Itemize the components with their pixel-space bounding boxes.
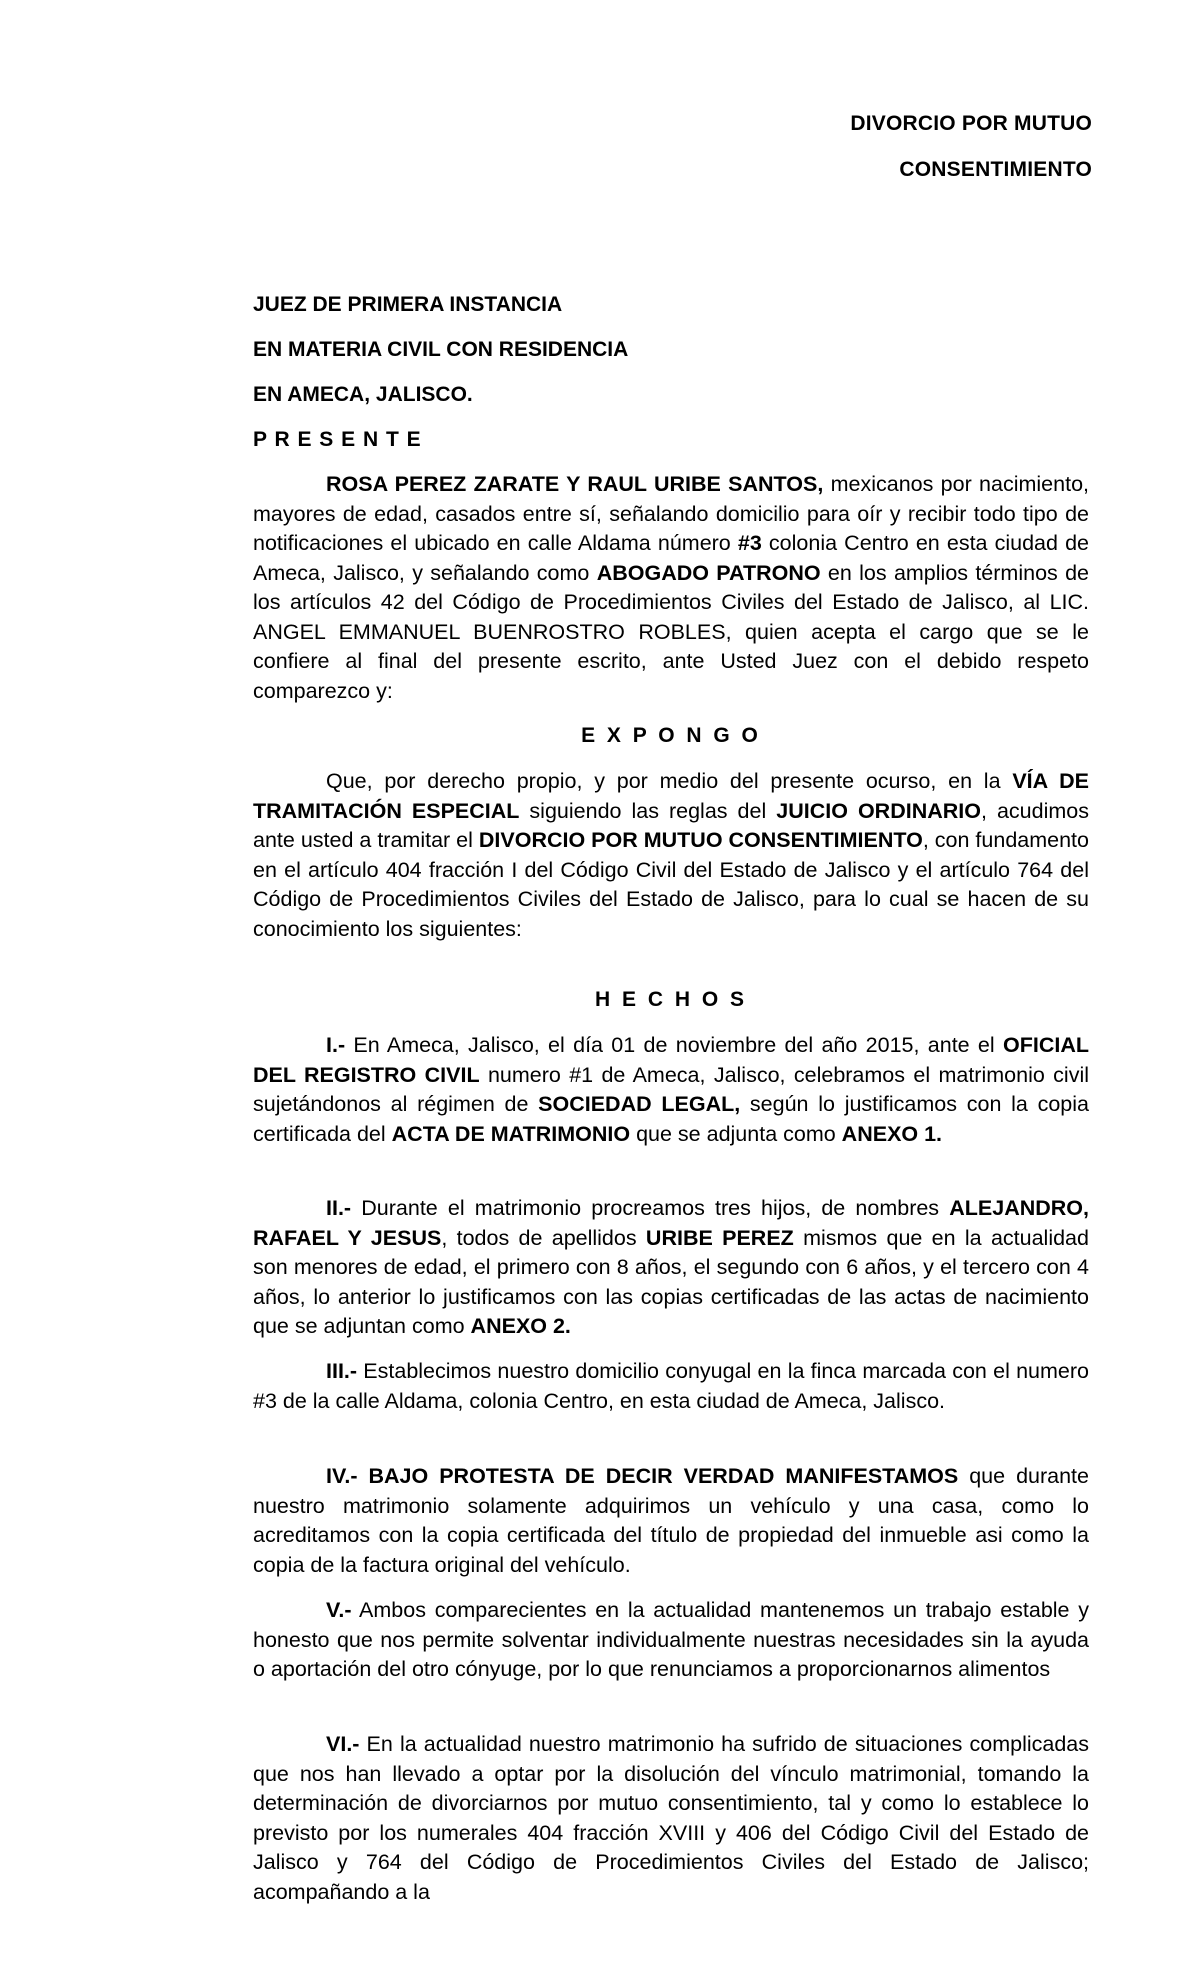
hecho-6: VI.- En la actualidad nuestro matrimonio ha sufrido de situaciones complicadas que nos han llevado a optar por la disolución del vínculo matrimonial, tomando la determinación de divorciarnos por mutuo consentimiento, tal y como lo establece lo previsto por los numerales 404 fracción XVIII y 406 del Código Civil del Estado de Jalisco y 764 del Código de Procedimientos Civiles del Estado de Jalisco; acompañando a la [253, 1732, 1089, 1904]
hecho-3: III.- Establecimos nuestro domicilio conyugal en la finca marcada con el numero #3 de la calle Aldama, colonia Centro, en esta ciudad de Ameca, Jalisco. [253, 1359, 1089, 1413]
hechos-heading: H E C H O S [594, 988, 748, 1011]
intro-paragraph: ROSA PEREZ ZARATE Y RAUL URIBE SANTOS, mexicanos por nacimiento, mayores de edad, casados entre sí, señalando domicilio para oír y recibir todo tipo de notificaciones el ubicado en calle Aldama número #3 colonia Centro en esta ciudad de Ameca, Jalisco, y señalando como ABOGADO PATRONO en los amplios términos de los artículos 42 del Código de Procedimientos Civiles del Estado de Jalisco, al LIC. ANGEL EMMANUEL BUENROSTRO ROBLES, quien acepta el cargo que se le confiere al final del presente escrito, ante Usted Juez con el debido respeto comparezco y: [253, 472, 1090, 703]
hecho-1: I.- En Ameca, Jalisco, el día 01 de noviembre del año 2015, ante el OFICIAL DEL REGISTRO CIVIL numero #1 de Ameca, Jalisco, celebramos el matrimonio civil sujetándonos al régimen de SOCIEDAD LEGAL, según lo justificamos con la copia certificada del ACTA DE MATRIMONIO que se adjunta como ANEXO 1. [253, 1033, 1089, 1146]
addressee-line2: EN MATERIA CIVIL CON RESIDENCIA [253, 338, 629, 361]
petitioner-names: ROSA PEREZ ZARATE Y RAUL URIBE SANTOS, [326, 472, 824, 496]
hecho-5: V.- Ambos comparecientes en la actualidad mantenemos un trabajo estable y honesto que nos permite solventar individualmente nuestras necesidades sin la ayuda o aportación del otro cónyuge, por lo que renunciamos a proporcionarnos alimentos [253, 1598, 1089, 1681]
presente-heading: P R E S E N T E [253, 428, 422, 451]
addressee-line1: JUEZ DE PRIMERA INSTANCIA [253, 293, 563, 316]
expongo-paragraph: Que, por derecho propio, y por medio del presente ocurso, en la VÍA DE TRAMITACIÓN ESPECIAL siguiendo las reglas del JUICIO ORDINARIO, acudimos ante usted a tramitar el DIVORCIO POR MUTUO CONSENTIMIENTO, con fundamento en el artículo 404 fracción I del Código Civil del Estado de Jalisco y el artículo 764 del Código de Procedimientos Civiles del Estado de Jalisco, para lo cual se hacen de su conocimiento los siguientes: [253, 769, 1089, 941]
hecho-2: II.- Durante el matrimonio procreamos tres hijos, de nombres ALEJANDRO, RAFAEL Y JESUS, todos de apellidos URIBE PEREZ mismos que en la actualidad son menores de edad, el primero con 8 años, el segundo con 6 años, y el tercero con 4 años, lo anterior lo justificamos con las copias certificadas de las actas de nacimiento que se adjuntan como ANEXO 2. [253, 1196, 1089, 1338]
document-title-line1: DIVORCIO POR MUTUO [850, 112, 1092, 135]
hecho-4: IV.- BAJO PROTESTA DE DECIR VERDAD MANIFESTAMOS que durante nuestro matrimonio solamente adquirimos un vehículo y una casa, como lo acreditamos con la copia certificada del título de propiedad del inmueble asi como la copia de la factura original del vehículo. [253, 1464, 1089, 1577]
addressee-line3: EN AMECA, JALISCO. [253, 383, 473, 406]
expongo-heading: E X P O N G O [581, 724, 761, 747]
document-title-line2: CONSENTIMIENTO [899, 158, 1092, 181]
